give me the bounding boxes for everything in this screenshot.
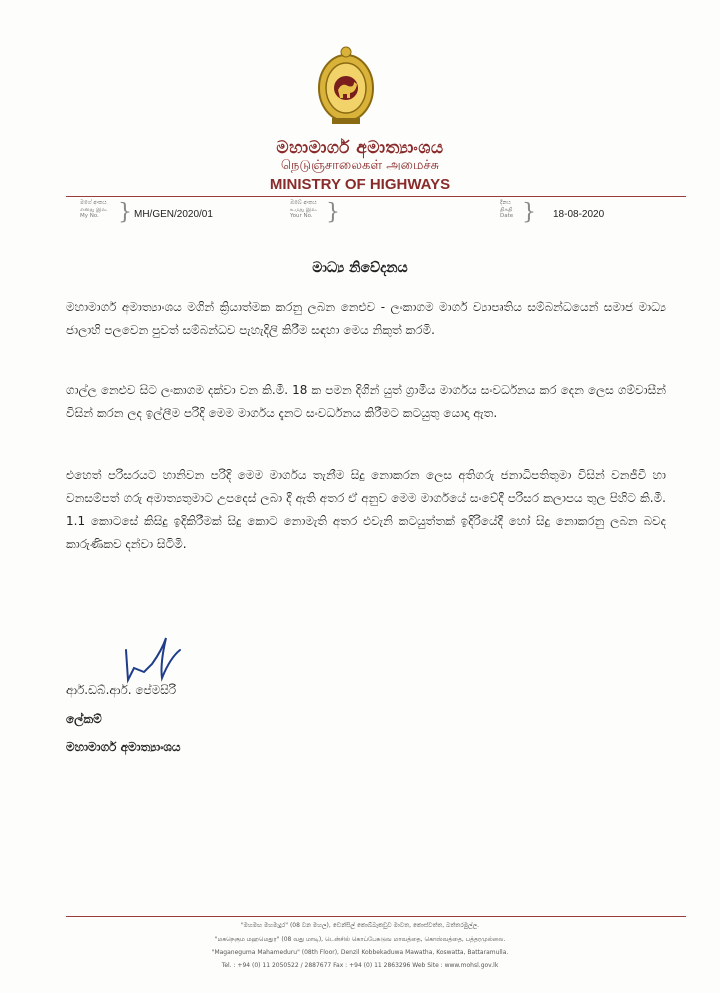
body-paragraph-3: එහෙත් පරිසරයට හානිවන පරිදි මෙම මාර්ගය තැනීම සිදු නොකරන ලෙස අතිගරු ජනාධිපතිතුමා විසින් වනජීවී හා වනසම්පත් ගරු අමාත්‍යතුමාට උපදෙස් ලබා දී ඇති අතර ඒ අනුව මෙම මාර්ගයේ සංවේදී පරිසර කලාපය තුල පිහිට කි.මී. 1.1 කොටසේ කිසිදු ඉදිකිරීමක් සිදු කොට නොමැති අතර එවැනි කටයුත්තක් ඉදිරියේදී හෝ සිදු නොකරනු ලබන බවද කාරුණිකව දන්වා සිටිමි.	[66, 468, 666, 551]
footer-address-english: "Maganeguma Mahameduru" (08th Floor), Denzil Kobbekaduwa Mawatha, Koswatta, Battaramulla.	[211, 949, 509, 956]
your-no-label: ඔබේ අංකය உமது இல. Your No.	[290, 200, 318, 219]
my-no-label: මගේ අංකය எனது இல. My No.	[80, 200, 108, 219]
signatory-designation: ලේකම්	[66, 712, 102, 726]
my-no-value: MH/GEN/2020/01	[134, 209, 213, 220]
your-no-brace: }	[326, 200, 340, 225]
my-no-brace: }	[118, 200, 132, 225]
footer-divider	[66, 916, 686, 917]
sri-lanka-emblem-icon	[314, 44, 378, 128]
date-value: 18-08-2020	[553, 209, 605, 220]
signatory-name: ආර්.ඩබ්.ආර්. පේමසිරි	[66, 683, 177, 697]
body-paragraph-1: මහාමාර්ග අමාත්‍යාංශය මගින් ක්‍රියාත්මක කරනු ලබන නෙළුව - ලංකාගම මාර්ග ව්‍යාපෘතිය සම්බන්ධයෙන් සමාජ මාධ්‍ය ජාලාහි පලවෙන පුවත් සම්බන්ධව පැහැදිලි කිරීම සඳහා මෙය නිකුත් කරමි.	[66, 300, 666, 337]
document-title: මාධ්‍ය නිවේදනය	[312, 260, 408, 276]
footer-contact: Tel. : +94 (0) 11 2050522 / 2887677 Fax : +94 (0) 11 2863296 Web Site : www.mohsl.gov.lk	[221, 962, 499, 969]
header-divider	[66, 196, 686, 197]
signatory-office: මහාමාර්ග අමාත්‍යාංශය	[66, 740, 181, 754]
footer-address-sinhala: "මහමඟ මහමැදුර" (08 වන මහල), ඩෙන්සිල් කොබ්බෑකඩුව මාවත, කොස්වත්ත, බත්තරමුල්ල.	[240, 922, 480, 929]
ministry-name-tamil: நெடுஞ்சாலைகள் அமைச்சு	[280, 158, 440, 173]
footer-address-tamil: "மகநெகும மஹமெதுர" (08 வது மாடி), டென்சில் கொப்பேகடுவ மாவத்தை, கொஸ்வத்தை, பத்தரமுல்லை.	[214, 936, 506, 943]
body-paragraph-2: ගාල්ල නෙළුව සිට ලංකාගම දක්වා වන කි.මී. 18 ක පමන දිගින් යුත් ග්‍රාමීය මාර්ගය සංවර්ධනය කර දෙන ලෙස ගම්වාසීන් විසින් කරන ලද ඉල්ලීම පරිදි මෙම මාර්ගය දැනට සංවර්ධනය කිරීමට කටයුතු යොදා ඇත.	[66, 383, 666, 420]
date-brace: }	[522, 200, 536, 225]
ministry-name-english: MINISTRY OF HIGHWAYS	[269, 176, 451, 193]
date-label: දිනය திகதி Date	[500, 200, 514, 219]
ministry-name-sinhala: මහාමාර්ග අමාත්‍යාංශය	[276, 138, 444, 158]
